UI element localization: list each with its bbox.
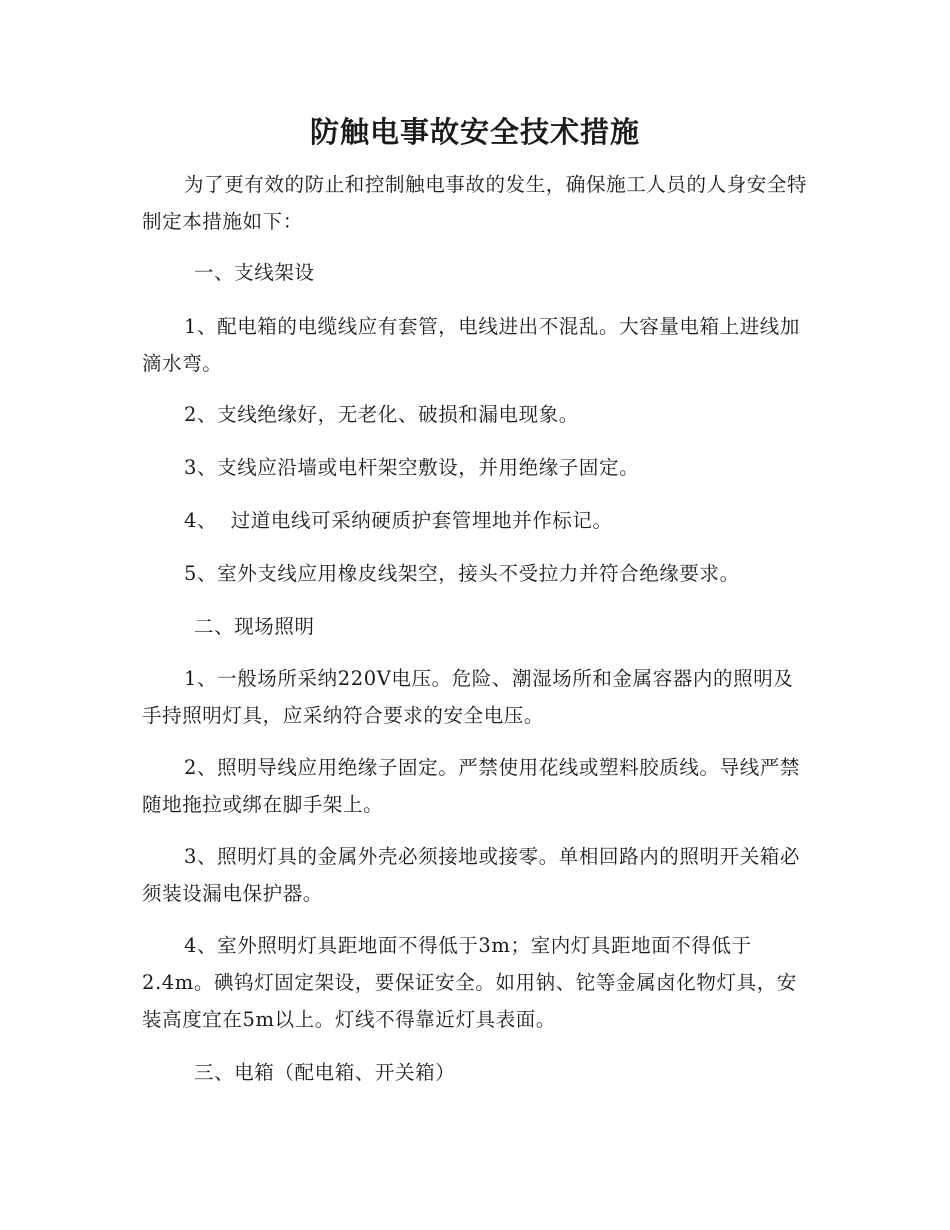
- section-1-item-2: 2、支线绝缘好，无老化、破损和漏电现象。: [184, 403, 579, 426]
- section-2-item-4: 4、室外照明灯具距地面不得低于3m；室内灯具距地面不得低于2.4m。碘钨灯固定架设，要保证安全。如用钠、铊等金属卤化物灯具，安装高度宜在5m以上。灯线不得靠近灯具表面。: [142, 934, 797, 1031]
- section-2-item-1: 1、一般场所采纳220V电压。危险、潮湿场所和金属容器内的照明及手持照明灯具，应采纳符合要求的安全电压。: [142, 667, 794, 727]
- section-heading-3: 三、电箱（配电箱、开关箱）: [194, 1061, 456, 1084]
- section-heading-2: 二、现场照明: [194, 615, 315, 638]
- section-2-item-2: 2、照明导线应用绝缘子固定。严禁使用花线或塑料胶质线。导线严禁随地拖拉或绑在脚手架上。: [142, 756, 801, 816]
- document-title: 防触电事故安全技术措施: [309, 115, 640, 149]
- section-1-item-5: 5、室外支线应用橡皮线架空，接头不受拉力并符合绝缘要求。: [184, 562, 740, 585]
- section-heading-1: 一、支线架设: [194, 261, 315, 284]
- section-1-item-3: 3、支线应沿墙或电杆架空敷设，并用绝缘子固定。: [184, 456, 640, 479]
- section-1-item-1: 1、配电箱的电缆线应有套管，电线进出不混乱。大容量电箱上进线加滴水弯。: [142, 315, 801, 375]
- section-2-item-3: 3、照明灯具的金属外壳必须接地或接零。单相回路内的照明开关箱必须装设漏电保护器。: [142, 845, 801, 905]
- section-1-item-4: 4、 过道电线可采纳硬质护套管埋地并作标记。: [184, 509, 613, 532]
- intro-paragraph: 为了更有效的防止和控制触电事故的发生，确保施工人员的人身安全特制定本措施如下：: [142, 173, 808, 233]
